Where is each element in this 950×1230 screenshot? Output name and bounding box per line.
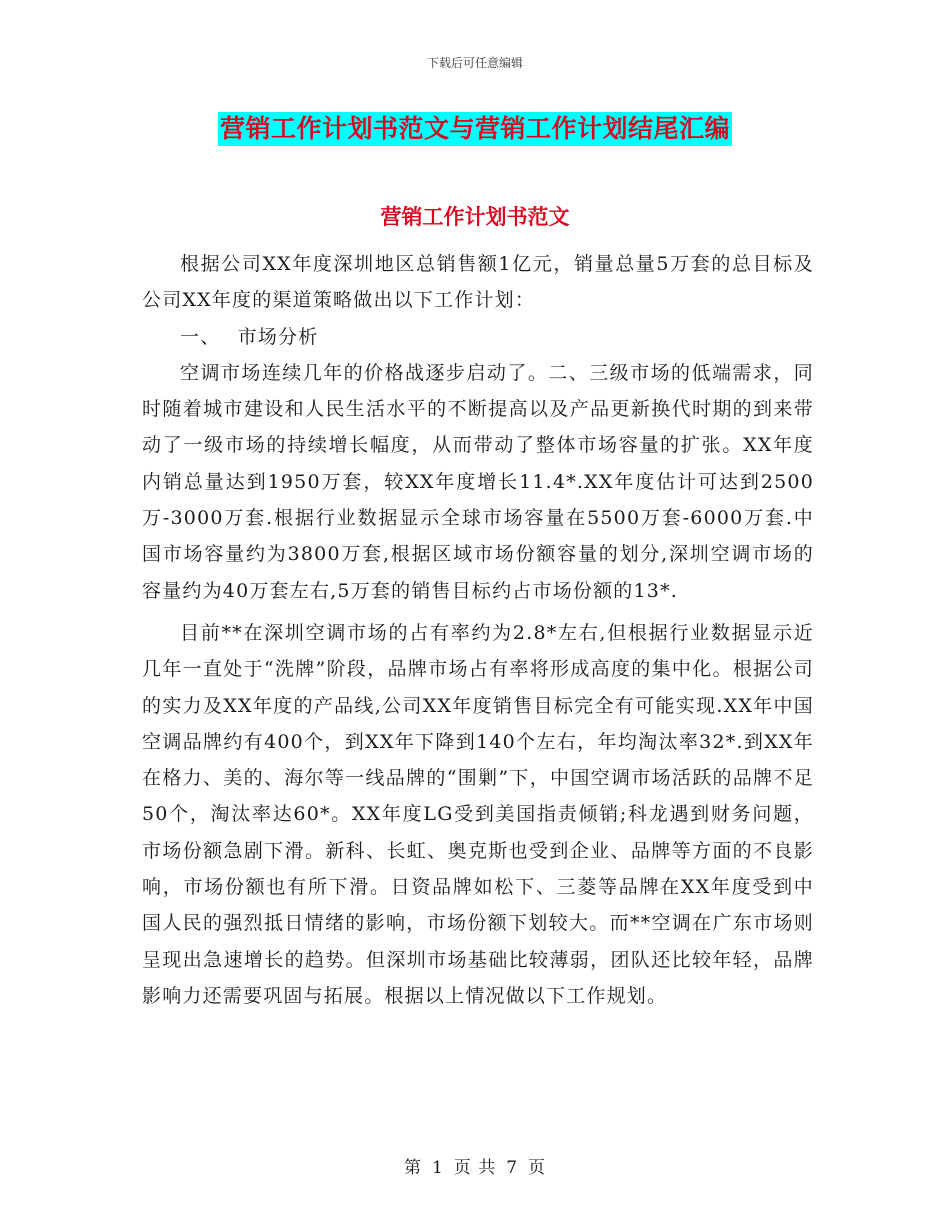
paragraph-market-overview: 空调市场连续几年的价格战逐步启动了。二、三级市场的低端需求，同时随着城市建设和人民生活水平的不断提高以及产品更新换代时期的到来带动了一级市场的持续增长幅度，从而带动了整体市场容量的扩张。XX年度内销总量达到1950万套，较XX年度增长11.4*.XX年度估计可达到2500万-3000万套.根据行业数据显示全球市场容量在5500万套-6000万套.中国市场容量约为3800万套,根据区域市场份额容量的划分,深圳空调市场的容量约为40万套左右,5万套的销售目标约占市场份额的13*. [142,361,814,602]
document-title-text: 营销工作计划书范文与营销工作计划结尾汇编 [218,112,732,146]
header-note: 下载后可任意编辑 [426,56,523,70]
footer-suffix: 页 [528,1158,547,1178]
paragraph-intro: 根据公司XX年度深圳地区总销售额1亿元，销量总量5万套的总目标及公司XX年度的渠道策略做出以下工作计划： [142,253,814,312]
document-body [142,246,814,1014]
heading-market-analysis: 一、 市场分析 [180,325,319,348]
footer-prefix: 第 [403,1158,422,1178]
page-footer [0,1153,950,1178]
footer-current-page: 1 [431,1158,444,1178]
paragraph-brand-situation: 目前**在深圳空调市场的占有率约为2.8*左右,但根据行业数据显示近几年一直处于“洗牌”阶段，品牌市场占有率将形成高度的集中化。根据公司的实力及XX年度的产品线,公司XX年度销售目标完全有可能实现.XX年中国空调品牌约有400个，到XX年下降到140个左右，年均淘汰率32*.到XX年在格力、美的、海尔等一线品牌的“围剿”下，中国空调市场活跃的品牌不足50个，淘汰率达60*。XX年度LG受到美国指责倾销;科龙遇到财务问题，市场份额急剧下滑。新科、长虹、奥克斯也受到企业、品牌等方面的不良影响，市场份额也有所下滑。日资品牌如松下、三菱等品牌在XX年度受到中国人民的强烈抵日情绪的影响，市场份额下划较大。而**空调在广东市场则呈现出急速增长的趋势。但深圳市场基础比较薄弱，团队还比较年轻，品牌影响力还需要巩固与拓展。根据以上情况做以下工作规划。 [142,621,814,1007]
section-title: 营销工作计划书范文 [380,204,570,229]
footer-mid: 页 共 [453,1158,497,1178]
footer-total-pages: 7 [506,1158,519,1178]
document-title [0,112,950,146]
